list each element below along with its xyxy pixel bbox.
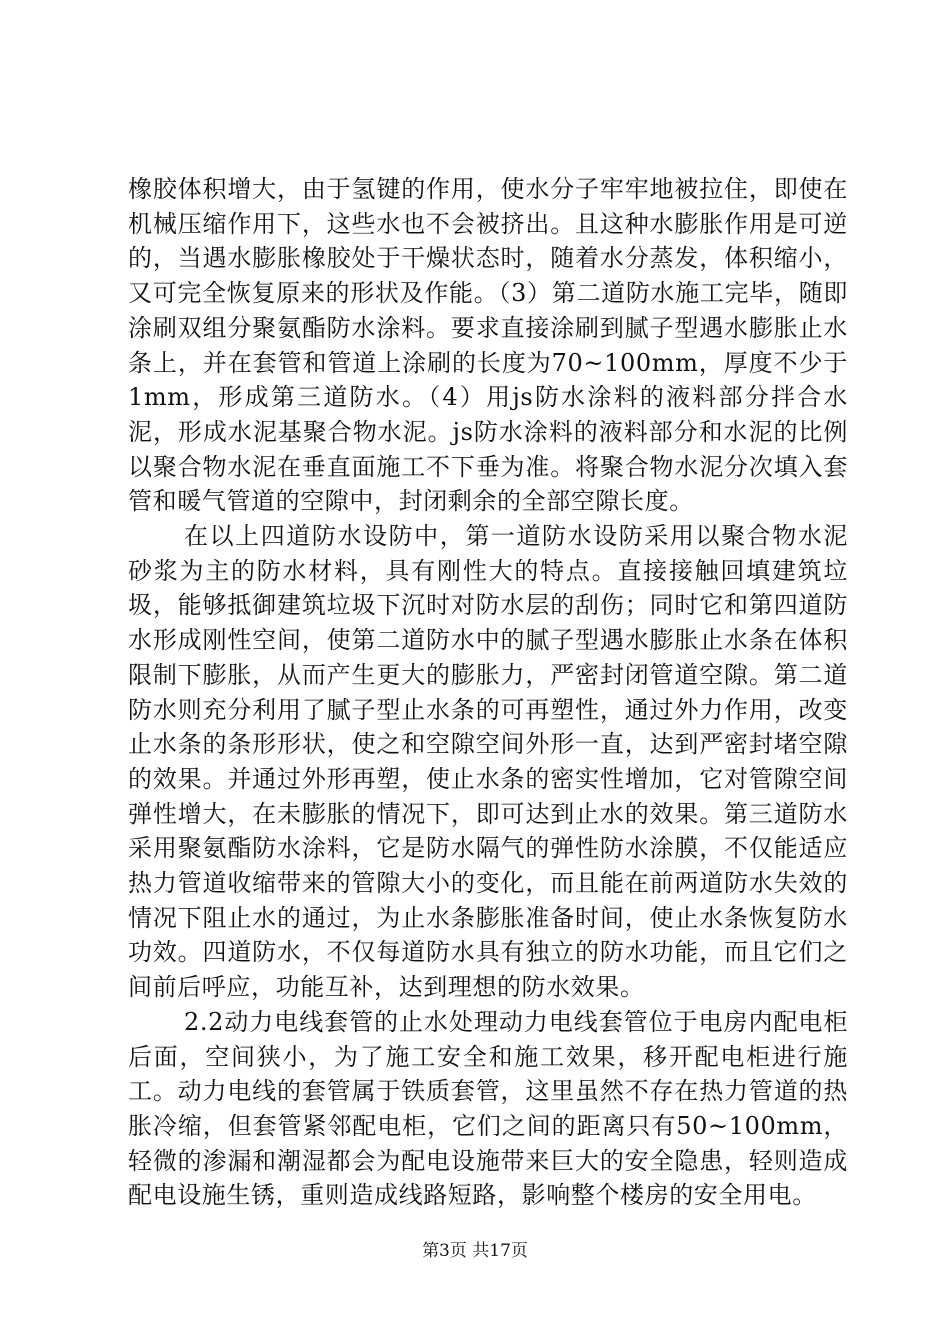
page-number-footer: 第3页 共17页: [422, 1241, 528, 1261]
document-body: [128, 172, 848, 1213]
paragraph-3: 2.2动力电线套管的止水处理动力电线套管位于电房内配电柜后面，空间狭小，为了施工安全和施工效果，移开配电柜进行施工。动力电线的套管属于铁质套管，这里虽然不存在热力管道的热胀冷缩，但套管紧邻配电柜，它们之间的距离只有50~100mm，轻微的渗漏和潮湿都会为配电设施带来巨大的安全隐患，轻则造成配电设施生锈，重则造成线路短路，影响整个楼房的安全用电。: [128, 1007, 848, 1210]
paragraph-1: 橡胶体积增大，由于氢键的作用，使水分子牢牢地被拉住，即使在机械压缩作用下，这些水也不会被挤出。且这种水膨胀作用是可逆的，当遇水膨胀橡胶处于干燥状态时，随着水分蒸发，体积缩小，又可完全恢复原来的形状及作能。（3）第二道防水施工完毕，随即涂刷双组分聚氨酯防水涂料。要求直接涂刷到腻子型遇水膨胀止水条上，并在套管和管道上涂刷的长度为70~100mm，厚度不少于1mm，形成第三道防水。（4）用js防水涂料的液料部分拌合水泥，形成水泥基聚合物水泥。js防水涂料的液料部分和水泥的比例以聚合物水泥在垂直面施工不下垂为准。将聚合物水泥分次填入套管和暖气管道的空隙中，封闭剩余的全部空隙长度。: [128, 175, 848, 516]
paragraph-2: 在以上四道防水设防中，第一道防水设防采用以聚合物水泥砂浆为主的防水材料，具有刚性大的特点。直接接触回填建筑垃圾，能够抵御建筑垃圾下沉时对防水层的刮伤；同时它和第四道防水形成刚性空间，使第二道防水中的腻子型遇水膨胀止水条在体积限制下膨胀，从而产生更大的膨胀力，严密封闭管道空隙。第二道防水则充分利用了腻子型止水条的可再塑性，通过外力作用，改变止水条的条形形状，使之和空隙空间外形一直，达到严密封堵空隙的效果。并通过外形再塑，使止水条的密实性增加，它对管隙空间弹性增大，在未膨胀的情况下，即可达到止水的效果。第三道防水采用聚氨酯防水涂料，它是防水隔气的弹性防水涂膜，不仅能适应热力管道收缩带来的管隙大小的变化，而且能在前两道防水失效的情况下阻止水的通过，为止水条膨胀准备时间，使止水条恢复防水功效。四道防水，不仅每道防水具有独立的防水功能，而且它们之间前后呼应，功能互补，达到理想的防水效果。: [128, 522, 848, 1002]
